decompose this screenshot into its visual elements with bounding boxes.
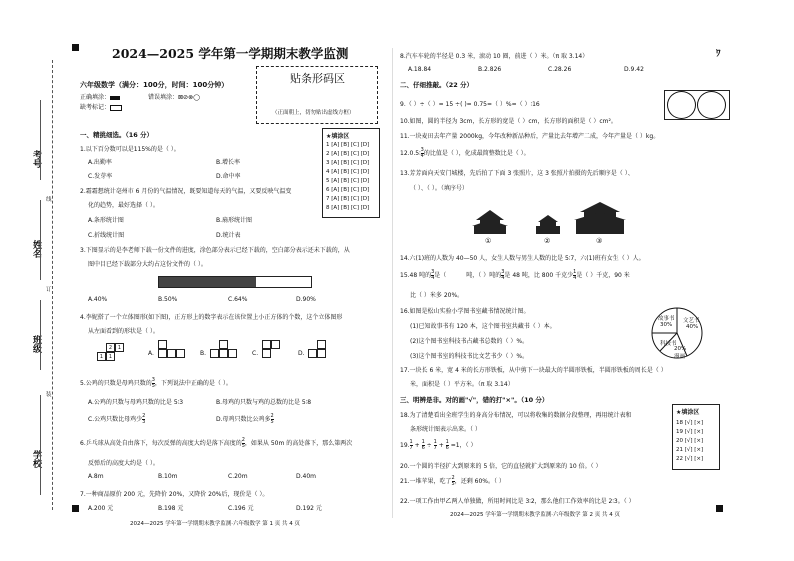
fill-row[interactable]: 8 [A] [B] [C] [D] xyxy=(326,205,370,211)
view-cell xyxy=(167,349,176,358)
q8-option-a[interactable]: A.18.84 xyxy=(408,66,432,73)
q9-text: 9.（ ）÷（ ）= 15 ÷( )= 0.75=（ ）%=（ ）∶16 xyxy=(400,101,540,108)
picture-label-3: ③ xyxy=(596,237,603,245)
q3-text-1: 3.下图显示的是李老师下载一份文件的进度，涂色部分表示已经下载的，空白部分表示还未下载的，从 xyxy=(80,247,350,254)
view-cell xyxy=(262,340,271,349)
q7-option-b[interactable]: B.198 元 xyxy=(158,505,184,512)
pie-value-comic: 20% xyxy=(674,346,687,352)
fraction-3-5: $\frac{3}{5}$ xyxy=(151,377,155,389)
q8-option-d[interactable]: D.9.42 xyxy=(624,66,644,73)
q6-text-1 xyxy=(80,438,352,449)
q4-text-1: 4.李妮搭了一个立体图形(如下图)，正方形上的数字表示在该位置上小正方体的个数，这个立体图形 xyxy=(80,314,343,321)
fraction-1-6: $\frac{1}{6}$ xyxy=(445,439,449,451)
q15-text-b: 吨，（ ）吨的 xyxy=(466,272,502,279)
absent-mark xyxy=(80,102,122,111)
absent-label: 缺考标记： xyxy=(80,104,111,111)
corner-mark xyxy=(72,505,79,512)
corner-mark xyxy=(716,505,723,512)
q16-sub-3: (3)这个图书室的科技书比文艺书少（ ）%。 xyxy=(410,353,529,360)
q3-option-d[interactable]: D.90% xyxy=(296,296,316,303)
tiananmen-pictures xyxy=(470,196,650,248)
q1-option-a[interactable]: A.出勤率 xyxy=(88,159,112,166)
page-footer-left: 2024—2025 学年第一学期期末教学监测·六年级数学 第 1 页 共 4 页 xyxy=(130,521,300,527)
binding-line xyxy=(52,60,53,510)
pie-value-story: 30% xyxy=(660,322,673,328)
download-progress-fill xyxy=(159,277,256,287)
q2-option-b[interactable]: B.扇形统计图 xyxy=(216,217,253,224)
q4-option-b[interactable]: B. xyxy=(200,350,207,357)
fraction-3-4: $\frac{3}{4}$ xyxy=(431,269,435,281)
q12-text-a: 12.0.5∶ xyxy=(400,150,421,157)
q15-text-a: 15.48 吨的 xyxy=(400,272,432,279)
fill-row[interactable]: 4 [A] [B] [C] [D] xyxy=(326,169,370,175)
pie-label-comic: 漫画 xyxy=(674,354,686,360)
absent-box-icon[interactable] xyxy=(110,105,122,111)
view-cell xyxy=(158,349,167,358)
q6-text-a: 6.乒乓球从高处自由落下，每次反弹的高度大约是落下高度的 xyxy=(80,440,242,447)
q1-text: 1.以下百分数可以是115%的是（ ）。 xyxy=(80,146,180,153)
name-underline xyxy=(40,395,41,495)
pie-value-art: 40% xyxy=(686,324,699,330)
q1-option-d[interactable]: D.命中率 xyxy=(216,173,241,180)
top-view-cell: 1 xyxy=(106,352,115,361)
download-progress-bar xyxy=(158,276,312,288)
q7-option-d[interactable]: D.192 元 xyxy=(296,505,322,512)
q17-text-2: 米，面积是（ ）平方米。（π 取 3.14） xyxy=(410,381,514,388)
q15-text-c: 是 48 吨，比 800 千克少 xyxy=(504,272,574,279)
fraction-1-4: $\frac{1}{4}$ xyxy=(573,269,577,281)
fraction-2-3: $\frac{2}{3}$ xyxy=(142,413,146,425)
fill-row[interactable]: 7 [A] [B] [C] [D] xyxy=(326,196,370,202)
q16-text: 16.如图是松山实验小学图书室藏书情况统计图。 xyxy=(400,308,530,315)
page-divider xyxy=(392,48,393,518)
fill-row[interactable]: 3 [A] [B] [C] [D] xyxy=(326,160,370,166)
q2-text-1: 2.霜霜想统计亳州市 6 月份的气温情况，既要知道每天的气温，又要反映气温变 xyxy=(80,188,292,195)
q7-option-a[interactable]: A.200 元 xyxy=(88,505,114,512)
q4-text-2: 从左面看到的形状是（ ）。 xyxy=(88,328,159,335)
wrong-fill xyxy=(148,92,200,101)
q21-text-a: 21.一堆苹果，吃了 xyxy=(400,478,452,485)
view-cell xyxy=(228,349,237,358)
q2-option-a[interactable]: A.条形统计图 xyxy=(88,217,124,224)
q6-option-d[interactable]: D.40m xyxy=(296,473,317,480)
q2-text-2: 化的趋势，最好选择（ ）。 xyxy=(88,202,159,209)
q1-option-b[interactable]: B.增长率 xyxy=(216,159,241,166)
q15-text-d: 是（ ）千克，90 米 xyxy=(576,272,630,279)
fill-area-title: ★填涂区 xyxy=(326,133,350,140)
fraction-2-5: $\frac{2}{5}$ xyxy=(241,437,245,449)
top-view-cell: 2 xyxy=(106,343,115,352)
subject-line: 六年级数学（满分：100分，时间：100分钟） xyxy=(80,81,229,89)
q13-text-2: （ ）、（ ）。（填序号） xyxy=(410,185,468,192)
q15-text-1: 15.48 吨的 $\frac{3}{4}$ 是（ 吨，（ ）吨的 $\frac{3}{4}$ 是 48 吨，比 800 千克少 $\frac{1}{4}$ 是（ ）千克，90 米 xyxy=(400,269,630,281)
q11-text: 11.一块麦田去年产量 2000kg，今年改种新品种后，产量比去年增产二成，今年产量是（ ）kg。 xyxy=(400,133,660,140)
wrong-fill-label: 错误填涂： xyxy=(148,94,179,101)
q6-option-c[interactable]: C.20m xyxy=(228,473,248,480)
correct-fill-label: 正确填涂： xyxy=(80,94,111,101)
q16-sub-2: (2)这个图书室科技书占藏书总数的（ ）%。 xyxy=(410,338,529,345)
q7-text: 7.一种商品原价 200 元，先降价 20%，又降价 20%后，现价是（ ）。 xyxy=(80,491,269,498)
pie-label-art: 文艺书 xyxy=(683,318,700,324)
picture-label-1: ① xyxy=(485,237,492,245)
ear-mark: ﾜ xyxy=(716,49,721,59)
building-2 xyxy=(536,215,560,234)
q12-text-b: 的比值是（ ），化成最简整数比是（ ）。 xyxy=(423,150,530,157)
q18-text-1: 18.为了清楚看出全班学生的身高分布情况，可以将收集的数据分段整理，再用统计表和 xyxy=(400,412,632,419)
fill-row[interactable]: 18 [√] [×] xyxy=(676,420,704,426)
fill-row[interactable]: 21 [√] [×] xyxy=(676,447,704,453)
barcode-title: 贴条形码区 xyxy=(290,72,345,85)
q5-text-b: ，下列说法中正确的是（ ）。 xyxy=(154,380,232,387)
q5-option-c-text: C.公鸡只数比母鸡少 xyxy=(88,416,143,423)
fill-row[interactable]: 20 [√] [×] xyxy=(676,438,704,444)
view-cell xyxy=(317,340,326,349)
q16-sub-1: (1)已知故事书有 120 本，这个图书室共藏书（ ）本。 xyxy=(410,323,556,330)
q5-option-d-text: D.母鸡只数比公鸡多 xyxy=(216,416,271,423)
q3-option-a[interactable]: A.40% xyxy=(88,296,108,303)
q6-option-b[interactable]: B.10m xyxy=(158,473,178,480)
q5-option-b[interactable]: B.母鸡的只数与鸡的总数的比是 5∶8 xyxy=(216,399,312,406)
q21-text xyxy=(400,476,505,487)
q2-option-c[interactable]: C.折线统计图 xyxy=(88,232,125,239)
zhuang-mark: 装 xyxy=(46,392,52,398)
q8-option-b[interactable]: B.2.826 xyxy=(478,66,502,73)
barcode-note: （正面朝上，切勿贴出虚线方框） xyxy=(272,110,355,116)
q5-text xyxy=(80,378,232,389)
q6-option-a[interactable]: A.8m xyxy=(88,473,104,480)
q1-option-c[interactable]: C.发芽率 xyxy=(88,173,113,180)
building-3 xyxy=(574,202,626,234)
pie-label-science: 科技书 xyxy=(660,341,677,347)
q3-text-2: 图中目已经下载部分大约占这份文件的（ ）。 xyxy=(88,261,207,268)
wrong-marks-icon: ⊠⊘⊗◯ xyxy=(178,94,200,101)
q20-text: 20.一个圆的半径扩大到原来的 5 倍，它的直径就扩大到原来的 10 倍。（ ） xyxy=(400,463,602,470)
q8-option-c[interactable]: C.28.26 xyxy=(548,66,572,73)
fill-row[interactable]: 5 [A] [B] [C] [D] xyxy=(326,178,370,184)
q14-text: 14.六(1)班的人数为 40—50 人，女生人数与男生人数的比是 5∶7，六(1)班有女生（ ）人。 xyxy=(400,255,645,262)
ding-mark: 订 xyxy=(46,287,52,293)
fill-row[interactable]: 22 [√] [×] xyxy=(676,456,704,462)
name-underline xyxy=(40,200,41,280)
fill-row[interactable]: 2 [A] [B] [C] [D] xyxy=(326,151,370,157)
view-cell xyxy=(158,340,167,349)
view-cell xyxy=(308,349,317,358)
q22-text: 22.一项工作由甲乙两人单独做，所用时间比是 3∶2，那么他们工作效率的比是 2∶3。（ ） xyxy=(400,498,635,505)
top-view-cell: 1 xyxy=(97,352,106,361)
q3-option-c[interactable]: C.64% xyxy=(228,296,248,303)
fraction-1-7: $\frac{1}{7}$ xyxy=(433,439,437,451)
name-underline xyxy=(40,300,41,370)
page-title: 2024—2025 学年第一学期期末教学监测 xyxy=(112,46,349,61)
view-cell xyxy=(210,349,219,358)
line-mark: 线 xyxy=(46,197,52,203)
q10-text: 10.如图，圆的半径为 3cm，长方形的宽是（ ）cm，长方形的面积是（ ）cm²。 xyxy=(400,118,617,125)
q15-text-2: 比（ ）米多 20%。 xyxy=(410,292,464,299)
name-underline xyxy=(40,100,41,180)
q8-text: 8.汽车车轮的半径是 0.3 米，滚动 10 圈，前进（ ）米。（π 取 3.14） xyxy=(400,53,589,60)
pie-label-story: 故事书 xyxy=(658,316,675,322)
q5-option-d[interactable] xyxy=(216,414,274,425)
xingming-label: 姓名 xyxy=(31,240,41,258)
q4-option-c[interactable]: C. xyxy=(252,350,259,357)
q5-option-a[interactable]: A.公鸡的只数与母鸡只数的比是 5∶3 xyxy=(88,399,184,406)
q10-circle-left xyxy=(667,91,696,119)
q4-option-d[interactable]: D. xyxy=(298,350,305,357)
q5-text-a: 5.公鸡的只数是母鸡只数的 xyxy=(80,380,152,387)
correct-fill xyxy=(80,92,120,101)
fill-row[interactable]: 19 [√] [×] xyxy=(676,429,704,435)
section-3-title: 三、明辨是非。对的画"√"，错的打"×"。（10 分） xyxy=(400,396,549,404)
view-cell xyxy=(317,349,326,358)
q12-text xyxy=(400,148,530,159)
fraction-3-4: $\frac{3}{4}$ xyxy=(420,147,424,159)
q6-text-2: 反弹后的高度大约是（ ）。 xyxy=(88,460,159,467)
view-cell xyxy=(219,340,228,349)
building-1 xyxy=(472,210,508,234)
q5-option-c[interactable] xyxy=(88,414,145,425)
fraction-2-5: $\frac{2}{5}$ xyxy=(451,475,455,487)
q3-option-b[interactable]: B.50% xyxy=(158,296,178,303)
q4-option-a[interactable]: A. xyxy=(148,350,154,357)
view-cell xyxy=(262,349,271,358)
view-cell xyxy=(176,349,185,358)
section-1-title: 一、精挑细选。（16 分） xyxy=(80,131,154,139)
q10-circle-right xyxy=(697,91,726,119)
kaohao-label: 考号 xyxy=(31,150,41,168)
view-cell xyxy=(271,340,280,349)
q13-text-1: 13.芳芳面向天安门城楼，先后拍了下面 3 张照片，这 3 张照片拍摄的先后顺序是（ ）、 xyxy=(400,170,634,177)
view-cell xyxy=(219,349,228,358)
q7-option-c[interactable]: C.196 元 xyxy=(228,505,254,512)
q21-text-b: ，还剩 60%。（ ） xyxy=(454,478,505,485)
q17-text-1: 17.一块长 6 米，宽 4 米的长方形铁板，从中剪下一块最大的半圆形铁板，半圆形铁板的周长是（ ） xyxy=(400,367,667,374)
q19-text: 19. $\frac{1}{7}$ + $\frac{1}{6}$ ÷ $\frac{1}{7}$ + $\frac{1}{6}$ =1，（ ） xyxy=(400,439,477,451)
fill-row[interactable]: 1 [A] [B] [C] [D] xyxy=(326,142,370,148)
fill-row[interactable]: 6 [A] [B] [C] [D] xyxy=(326,187,370,193)
q2-option-d[interactable]: D.统计表 xyxy=(216,232,241,239)
section-2-title: 二、仔细推敲。（22 分） xyxy=(400,81,474,89)
filled-mark-icon xyxy=(110,96,120,100)
q18-text-2: 条形统计图表示出来。（ ） xyxy=(410,426,481,433)
q6-text-b: ，如果从 50m 的高处落下，那么第两次 xyxy=(244,440,353,447)
picture-label-2: ② xyxy=(544,237,551,245)
fill-area-2-title: ★填涂区 xyxy=(676,409,700,416)
top-view-cell: 1 xyxy=(115,343,124,352)
fraction-2-5: $\frac{2}{5}$ xyxy=(270,413,274,425)
fraction-1-7: $\frac{1}{7}$ xyxy=(409,439,413,451)
xuexiao-label: 学校 xyxy=(31,450,41,468)
corner-mark xyxy=(72,44,79,51)
fraction-3-4: $\frac{3}{4}$ xyxy=(501,269,505,281)
banji-label: 班级 xyxy=(31,335,41,353)
page-footer-right: 2024—2025 学年第一学期期末教学监测·六年级数学 第 2 页 共 4 页 xyxy=(450,512,620,518)
fraction-1-6: $\frac{1}{6}$ xyxy=(421,439,425,451)
